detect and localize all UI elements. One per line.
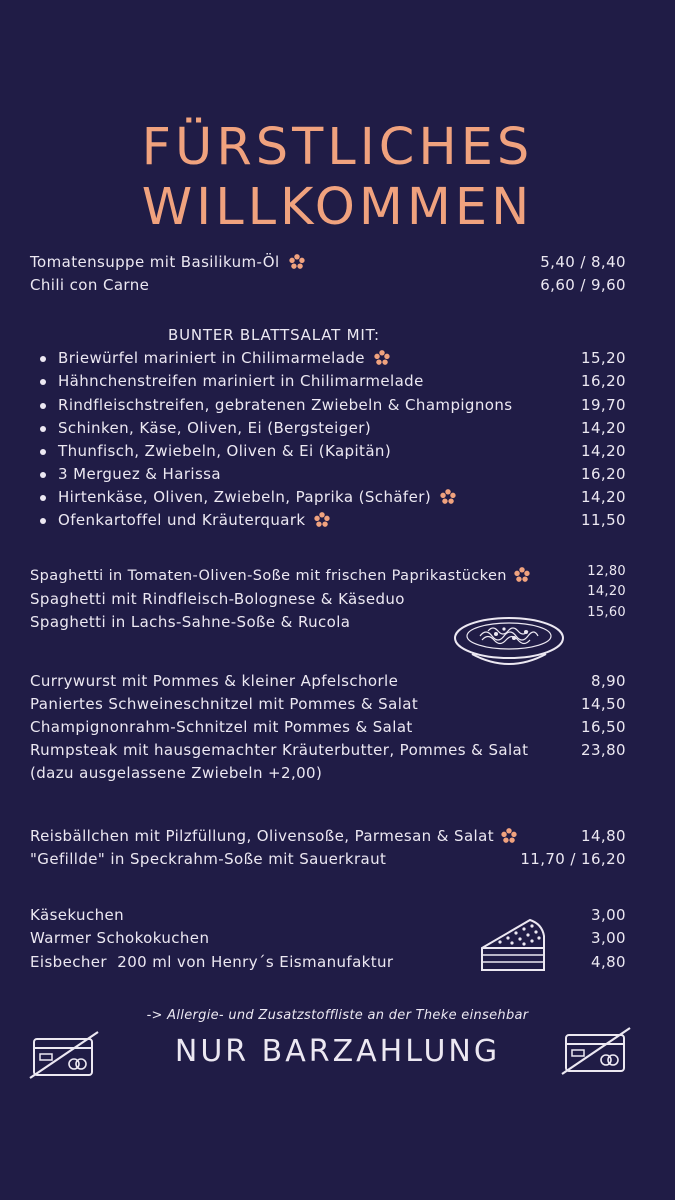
flower-icon — [288, 253, 306, 271]
item-name: Currywurst mit Pommes & kleiner Apfelschorle — [30, 672, 399, 690]
flower-icon — [313, 511, 331, 529]
item-price: 4,80 — [591, 953, 626, 971]
item-price: 16,20 — [581, 465, 626, 483]
item-price: 19,70 — [581, 396, 626, 414]
item-price: 5,40 / 8,40 — [540, 253, 626, 271]
cake-slice-icon — [478, 914, 550, 976]
flower-icon — [439, 488, 457, 506]
menu-item-tomatensuppe — [30, 251, 626, 274]
menu-item-chili — [30, 274, 626, 297]
item-name: Rumpsteak mit hausgemachter Kräuterbutter, Pommes & Salat — [30, 741, 529, 759]
main-item — [30, 739, 626, 762]
pasta-price: 14,20 — [587, 584, 626, 599]
salad-item — [30, 440, 626, 463]
item-price: 14,20 — [581, 442, 626, 460]
item-name: Rindfleischstreifen, gebratenen Zwiebeln & Champignons — [58, 396, 513, 414]
item-name: Schinken, Käse, Oliven, Ei (Bergsteiger) — [58, 419, 372, 437]
item-name: Hähnchenstreifen mariniert in Chilimarmelade — [58, 372, 424, 390]
item-name: Käsekuchen — [30, 906, 125, 924]
item-price: 3,00 — [591, 906, 626, 924]
main-item — [30, 693, 626, 716]
item-name: Spaghetti mit Rindfleisch-Bolognese & Käseduo — [30, 590, 405, 608]
salad-item — [30, 370, 626, 393]
item-name: Thunfisch, Zwiebeln, Oliven & Ei (Kapitän) — [58, 442, 392, 460]
item-name: Champignonrahm-Schnitzel mit Pommes & Salat — [30, 718, 413, 736]
item-name: Hirtenkäse, Oliven, Zwiebeln, Paprika (Schäfer) — [58, 488, 432, 506]
special-item — [30, 825, 626, 848]
item-name: Paniertes Schweineschnitzel mit Pommes & Salat — [30, 695, 419, 713]
main-item — [30, 716, 626, 739]
item-price: 6,60 / 9,60 — [540, 276, 626, 294]
pasta-item — [30, 588, 626, 611]
item-price: 23,80 — [581, 741, 626, 759]
flower-icon — [500, 827, 518, 845]
item-price: 16,50 — [581, 718, 626, 736]
item-name: Tomatensuppe mit Basilikum-Öl — [30, 253, 280, 271]
item-name: Eisbecher 200 ml von Henry´s Eismanufaktur — [30, 953, 394, 971]
item-price: 14,20 — [581, 488, 626, 506]
flower-icon — [513, 566, 531, 584]
item-name: Ofenkartoffel und Kräuterquark — [58, 511, 306, 529]
menu-title — [0, 118, 675, 238]
salad-item — [30, 486, 626, 509]
item-price: 11,70 / 16,20 — [520, 850, 626, 868]
item-price: 14,20 — [581, 419, 626, 437]
item-price: 15,20 — [581, 349, 626, 367]
salad-heading: BUNTER BLATTSALAT MIT: — [168, 326, 380, 344]
salad-item — [30, 347, 626, 370]
item-price: 3,00 — [591, 929, 626, 947]
item-price: 16,20 — [581, 372, 626, 390]
pasta-price: 15,60 — [587, 605, 626, 620]
item-price: 14,80 — [581, 827, 626, 845]
main-item — [30, 670, 626, 693]
pasta-item — [30, 565, 570, 588]
item-name: (dazu ausgelassene Zwiebeln +2,00) — [30, 764, 323, 782]
item-price: 8,90 — [591, 672, 626, 690]
item-name: Warmer Schokokuchen — [30, 929, 210, 947]
item-name: Spaghetti in Lachs-Sahne-Soße & Rucola — [30, 613, 351, 631]
item-price: 11,50 — [581, 511, 626, 529]
title-line-2: WILLKOMMEN — [141, 178, 534, 237]
pasta-plate-icon — [452, 614, 566, 670]
pasta-price: 12,80 — [587, 564, 626, 579]
main-item-note — [30, 762, 626, 785]
item-name: Spaghetti in Tomaten-Oliven-Soße mit frischen Paprikastücken — [30, 568, 507, 584]
special-item — [30, 848, 626, 871]
allergy-note: -> Allergie- und Zusatzstoffliste an der Theke einsehbar — [146, 1008, 529, 1023]
payment-note: NUR BARZAHLUNG — [174, 1034, 501, 1069]
no-card-icon — [560, 1026, 632, 1076]
salad-item — [30, 394, 626, 417]
flower-icon — [373, 349, 391, 367]
salad-item — [30, 463, 626, 486]
item-price: 14,50 — [581, 695, 626, 713]
item-name: 3 Merguez & Harissa — [58, 465, 221, 483]
item-name: Chili con Carne — [30, 276, 150, 294]
salad-item — [30, 417, 626, 440]
item-name: Briewürfel mariniert in Chilimarmelade — [58, 349, 365, 367]
item-name: Reisbällchen mit Pilzfüllung, Olivensoße, Parmesan & Salat — [30, 827, 494, 845]
title-line-1: FÜRSTLICHES — [141, 118, 534, 177]
no-card-icon — [28, 1030, 100, 1080]
salad-item — [30, 509, 626, 532]
item-name: "Gefillde" in Speckrahm-Soße mit Sauerkraut — [30, 850, 387, 868]
